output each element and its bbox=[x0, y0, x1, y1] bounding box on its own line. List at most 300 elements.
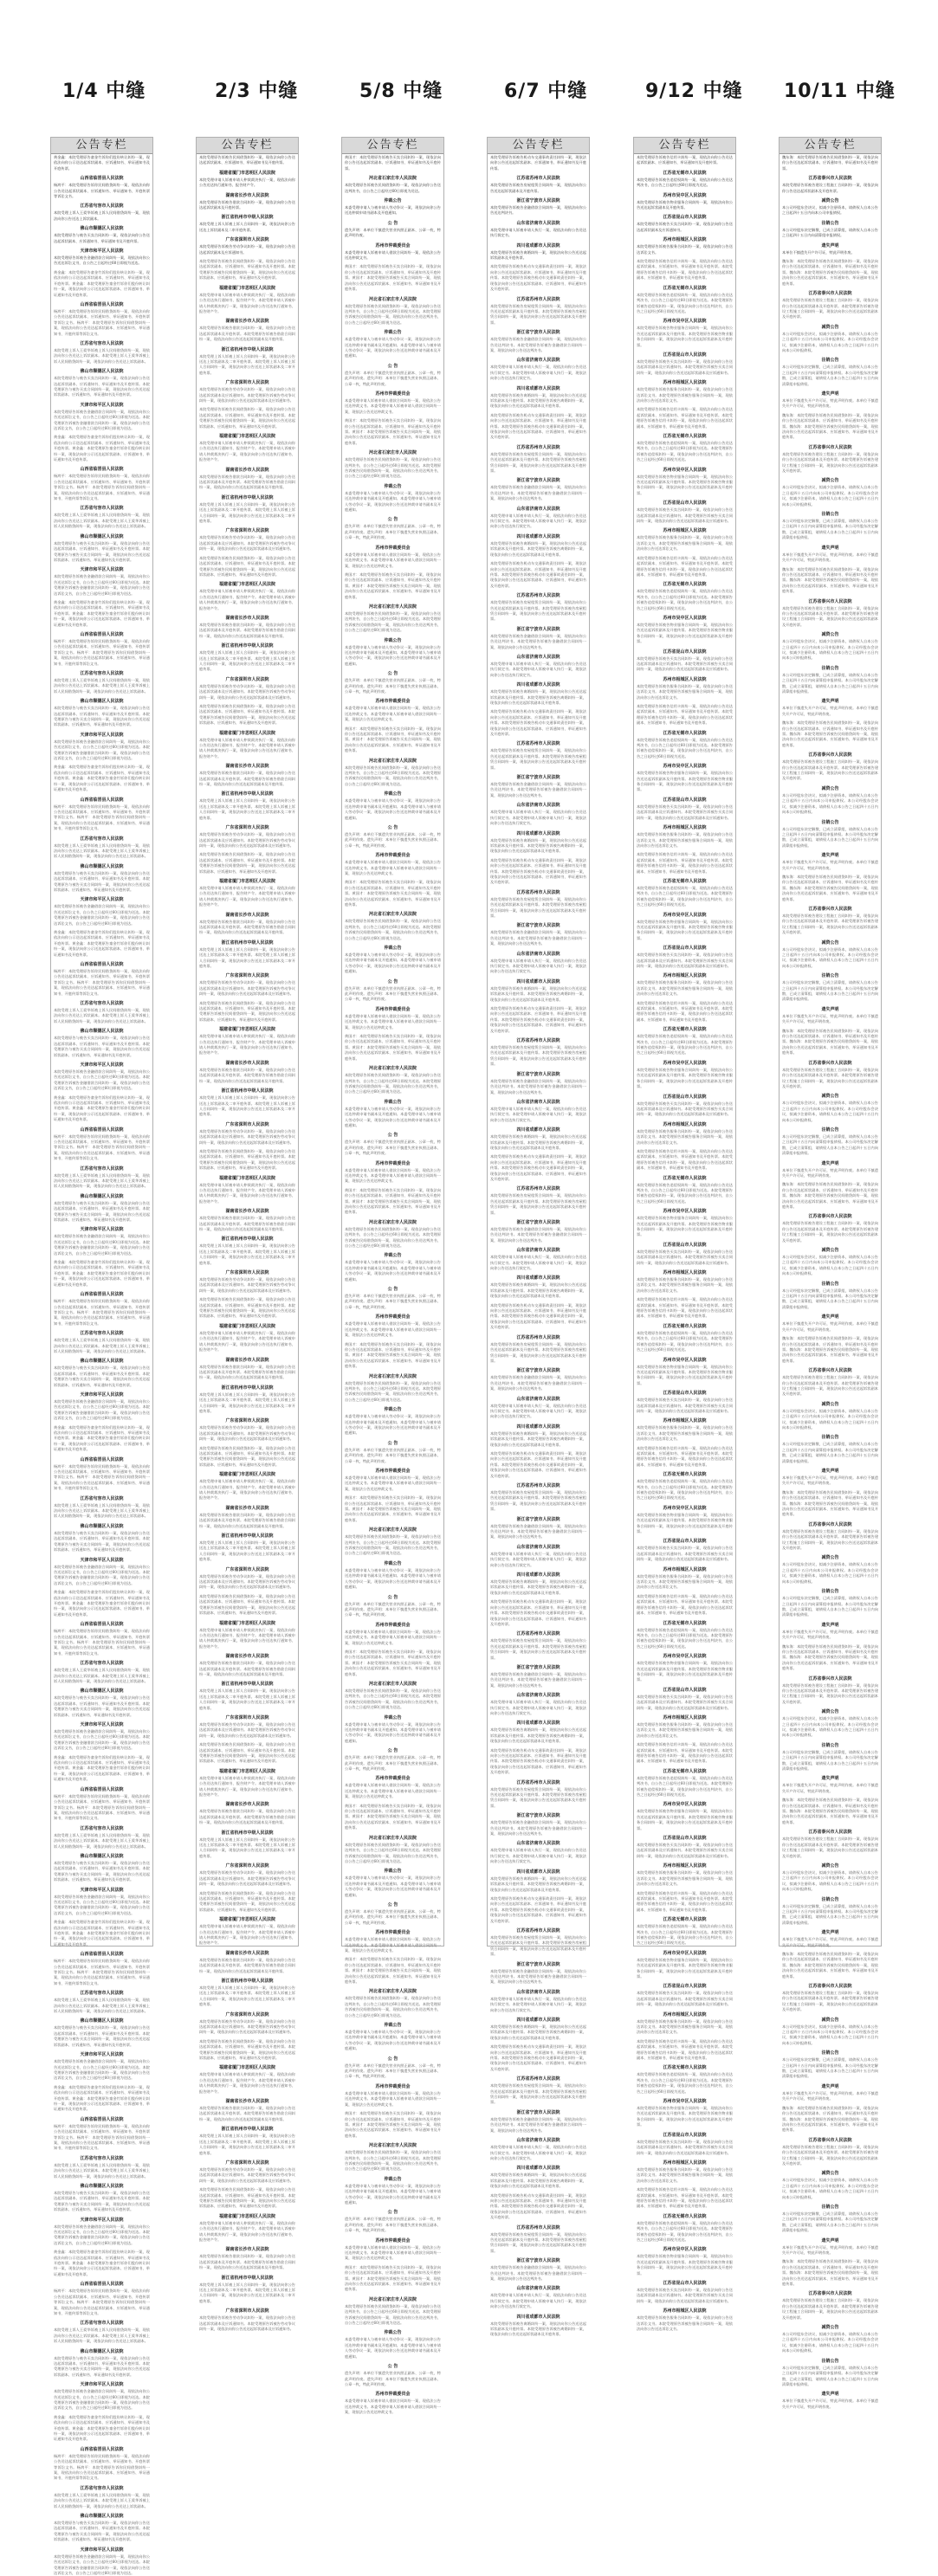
notice-item-repeat bbox=[637, 1323, 733, 1353]
notice-text: 杨鸿平：本院受理原告诉你民间借贷纠纷一案，现依法向你公告送达起诉状副本、应诉通知书、举证通知书、开庭传票等诉讼文书。杨鸿平：本院受理原告诉你民间借贷纠纷一案，现依法向你公告送达起诉状副本、应诉通知书、举证通知书、开庭传票等诉讼文书。 bbox=[54, 2453, 150, 2481]
notice-title: 福建省厦门市思明区人民法院 bbox=[218, 1917, 275, 1923]
notice-text: 本单位不慎遗失开户许可证，特此声明作废。 bbox=[782, 249, 855, 255]
notice-title: 江苏省昆山市人民法院 bbox=[663, 1242, 707, 1248]
notice-item-repeat bbox=[637, 2160, 733, 2184]
notice-item-repeat bbox=[782, 2204, 878, 2234]
notice-title: 浙江省宁波市人民法院 bbox=[516, 626, 560, 632]
notice-item-repeat bbox=[199, 1149, 295, 1172]
notice-title: 苏州市吴中区人民法院 bbox=[663, 1802, 707, 1808]
notice-title: 遗失声明 bbox=[821, 1622, 839, 1628]
gutter-label-row bbox=[0, 76, 938, 111]
notice-item-repeat bbox=[199, 556, 295, 578]
notice-text: 魏东海：本院受理原告诉被告民间借贷纠纷一案，现依法向你公告送达起诉状副本、应诉通知书、举证通知书及开庭传票。魏东海：本院受理原告诉被告民间借贷纠纷一案，现依法向你公告送达起诉状副本、应诉通知书、举证通知书及开庭传票。 bbox=[782, 412, 878, 440]
notice-text: 杨鸿平：本院受理原告诉你民间借贷纠纷一案，现依法向你公告送达起诉状副本、应诉通知书、举证通知书、开庭传票等诉讼文书。杨鸿平：本院受理原告诉你民间借贷纠纷一案，现依法向你公告送达起诉状副本、应诉通知书、举证通知书、开庭传票等诉讼文书。 bbox=[54, 1629, 150, 1656]
notice-strip-3 bbox=[341, 137, 444, 2415]
notice-title: 山西省临晋县人民法院 bbox=[80, 1127, 124, 1133]
notice-text: 本院受理原告诉被告劳动争议纠纷一案，现依法向你公告送达起诉状副本及应诉通知书。本院受理原告诉被告劳动争议纠纷一案，现依法向你公告送达起诉状副本及应诉通知书。 bbox=[199, 2166, 295, 2183]
notice-title: 浙江省杭州市中级人民法院 bbox=[221, 494, 274, 500]
notice-item-repeat bbox=[637, 1175, 733, 1205]
notice-title: 浙江省宁波市人民法院 bbox=[516, 330, 560, 336]
notice-text: 魏东海：本院受理原告诉被告民间借贷纠纷一案，现依法向你公告送达起诉状副本、应诉通知书、举证通知书及开庭传票。 bbox=[782, 155, 878, 171]
notice-title: 广东省深圳市人民法院 bbox=[225, 973, 269, 979]
notice-text: 黄金鑫：本院受理原告童金竹诉你们股份转让纠纷一案，现依法向你公示送达起诉状副本、应诉通知书、举证通知书及开庭传票。黄金鑫：本院受理原告童金竹诉你们股份转让纠纷一案，现依法向你公示送达起诉状副本、应诉通知书、举证通知书及开庭传票。 bbox=[54, 930, 150, 957]
notice-item bbox=[345, 197, 441, 216]
notice-item-repeat bbox=[199, 2039, 295, 2062]
notice-item bbox=[637, 192, 733, 211]
notice-item-repeat bbox=[637, 763, 733, 793]
notice-title: 苏州市相城区人民法院 bbox=[663, 1270, 707, 1276]
strip-body bbox=[782, 155, 878, 2409]
notice-item-repeat bbox=[345, 483, 441, 513]
notice-text: 本委受理申请人与被申请人劳动争议一案，现依法向你公告送达仲裁申请书副本及开庭通知。本委受理申请人与被申请人劳动争议一案，现依法向你公告送达仲裁申请书副本及开庭通知。 bbox=[345, 798, 441, 820]
notice-item-repeat bbox=[637, 1060, 733, 1090]
notice-text: 本院受理原告诉被告劳动争议纠纷一案，现依法向你公告送达起诉状副本及应诉通知书。本院受理原告诉被告劳动争议纠纷一案，现依法向你公告送达起诉状副本及应诉通知书。 bbox=[199, 980, 295, 997]
notice-item-repeat bbox=[490, 1840, 586, 1864]
notice-title: 湖南省长沙市人民法院 bbox=[225, 1505, 269, 1511]
notice-text: 本院受理原告诉被告物业服务合同纠纷一案，现依法向你公告送达起诉状副本及开庭传票。本院受理原告诉被告物业服务合同纠纷一案，现依法向你公告送达起诉状副本及开庭传票。 bbox=[637, 1661, 733, 1682]
notice-title: 江苏省昆山市人民法院 bbox=[663, 649, 707, 655]
notice-text: 本院受理原告诉被告劳动争议纠纷一案，现依法向你公告送达起诉状副本及应诉通知书。 bbox=[199, 244, 295, 255]
notice-text: 本公司经股东决定解散，已成立清算组，请债权人自本公告之日起四十五日内向清算组申报债权。本公司经股东决定解散，已成立清算组，请债权人自本公告之日起四十五日内向清算组申报债权。 bbox=[782, 1442, 878, 1463]
notice-title: 苏州市吴中区人民法院 bbox=[663, 1357, 707, 1363]
notice-text: 本院受理原告诉被告房屋租赁合同纠纷一案，现依法向你公告送达起诉状副本及开庭传票。本院受理原告诉被告房屋租赁合同纠纷一案，现依法向你公告送达起诉状副本及开庭传票。 bbox=[490, 2083, 586, 2105]
notice-text: 遗失声明：本单位不慎遗失营业执照正副本、公章一枚，特此声明作废。遗失声明：本单位不慎遗失营业执照正副本、公章一枚，特此声明作废。 bbox=[345, 1447, 441, 1463]
notice-text: 本院受理原告诉被告机动车交通事故责任纠纷一案，现依法向你公告送达起诉状副本、应诉通知书、举证通知书及开庭传票。本院受理原告诉被告机动车交通事故责任纠纷一案，现依法向你公告送达起诉状副本、应诉通知书、举证通知书及开庭传票。 bbox=[490, 1302, 586, 1330]
notice-item bbox=[637, 236, 733, 255]
notice-text: 本院受理原告诉被告劳动争议纠纷一案，现依法向你公告送达起诉状副本及应诉通知书。本院受理原告诉被告劳动争议纠纷一案，现依法向你公告送达起诉状副本及应诉通知书。 bbox=[199, 1721, 295, 1738]
notice-text: 本院受理申请人诉被申请人执行一案，现依法向你公告送达执行裁定书。本院受理申请人诉被申请人执行一案，现依法向你公告送达执行裁定书。 bbox=[490, 2293, 586, 2309]
notice-item-repeat bbox=[490, 1812, 586, 1837]
notice-text: 魏东海：本院受理原告诉被告民间借贷纠纷一案，现依法向你公告送达起诉状副本、应诉通知书、举证通知书及开庭传票。魏东海：本院受理原告诉被告民间借贷纠纷一案，现依法向你公告送达起诉状副本、应诉通知书、举证通知书及开庭传票。 bbox=[782, 1028, 878, 1056]
notice-title: 浙江省杭州市中级人民法院 bbox=[221, 2127, 274, 2133]
notice-title: 福建省厦门市思明区人民法院 bbox=[218, 730, 275, 736]
notice-text: 本院受理原告诉被告建设工程施工合同纠纷一案，现依法向你公告送达起诉状副本及开庭传票。本院受理原告诉被告建设工程施工合同纠纷一案，现依法向你公告送达起诉状副本及开庭传票。 bbox=[782, 759, 878, 781]
notice-text: 魏东海：本院受理原告诉被告民间借贷纠纷一案，现依法向你公告送达起诉状副本、应诉通知书、举证通知书及开庭传票。魏东海：本院受理原告诉被告民间借贷纠纷一案，现依法向你公告送达起诉状副本、应诉通知书、举证通知书及开庭传票。 bbox=[782, 259, 878, 286]
notice-title: 江苏省句容市人民法院 bbox=[80, 1495, 124, 1501]
notice-title: 苏州市相城区人民法院 bbox=[663, 2011, 707, 2018]
notice-text: 本院受理原告诉被告金融借款合同纠纷一案，现依法向你公告送达诉讼文书，自公告之日起经过60日即视为送达。本院受理原告诉被告金融借款合同纠纷一案，现依法向你公告送达诉讼文书，自公告之日起经过60日即视为送达。 bbox=[54, 1068, 150, 1091]
notice-item-repeat bbox=[199, 791, 295, 821]
notice-item-repeat bbox=[345, 1901, 441, 1926]
notice-text: 黄国才：本院受理原告诉被告买卖合同纠纷一案，现依法向你公告送达起诉状副本、应诉通知书、举证通知书及开庭传票。黄国才：本院受理原告诉被告买卖合同纠纷一案，现依法向你公告送达起诉状副本、应诉通知书、举证通知书及开庭传票。 bbox=[345, 1034, 441, 1061]
notice-text: 本院受理申请人诉被申请人执行一案，现依法向你公告送达执行裁定书。 bbox=[490, 227, 586, 238]
notice-title: 注销公告 bbox=[821, 358, 839, 364]
notice-item-repeat bbox=[345, 2265, 441, 2293]
notice-text: 本院受理上诉人诉被上诉人合同纠纷一案，现依法向你公告送达上诉状副本及二审开庭传票。本院受理上诉人诉被上诉人合同纠纷一案，现依法向你公告送达上诉状副本及二审开庭传票。 bbox=[199, 946, 295, 968]
notice-text: 本委受理申请人与被申请人劳动争议一案，现依法向你公告送达仲裁申请书副本及开庭通知。本委受理申请人与被申请人劳动争议一案，现依法向你公告送达仲裁申请书副本及开庭通知。 bbox=[345, 1260, 441, 1282]
notice-text: 黄国才：本院受理原告诉被告买卖合同纠纷一案，现依法向你公告送达起诉状副本、应诉通知书、举证通知书及开庭传票。黄国才：本院受理原告诉被告买卖合同纠纷一案，现依法向你公告送达起诉状副本、应诉通知书、举证通知书及开庭传票。 bbox=[345, 2111, 441, 2138]
notice-text: 黄国才：本院受理原告诉被告买卖合同纠纷一案，现依法向你公告送达起诉状副本、应诉通知书、举证通知书及开庭传票。黄国才：本院受理原告诉被告买卖合同纠纷一案，现依法向你公告送达起诉状副本、应诉通知书、举证通知书及开庭传票。 bbox=[345, 880, 441, 907]
notice-item-repeat bbox=[782, 2137, 878, 2167]
notice-item-repeat bbox=[782, 2358, 878, 2388]
notice-text: 黄金鑫：本院受理原告童金竹诉你们股份转让纠纷一案，现依法向你公示送达起诉状副本、应诉通知书、举证通知书及开庭传票。黄金鑫：本院受理原告童金竹诉你们股份转让纠纷一案，现依法向你公示送达起诉状副本、应诉通知书、举证通知书及开庭传票。 bbox=[54, 765, 150, 792]
notice-item-repeat bbox=[54, 1853, 150, 1883]
notice-text: 黄国才：本院受理原告诉被告买卖合同纠纷一案，现依法向你公告送达起诉状副本、应诉通知书、举证通知书及开庭传票。黄国才：本院受理原告诉被告买卖合同纠纷一案，现依法向你公告送达起诉状副本、应诉通知书、举证通知书及开庭传票。 bbox=[345, 571, 441, 599]
notice-text: 本院受理原告诉被告金融借款合同纠纷一案，现依法向你公告送达判决书。本院受理原告诉被告金融借款合同纠纷一案，现依法向你公告送达判决书。 bbox=[490, 1820, 586, 1837]
notice-text: 黄国才：本院受理原告诉被告买卖合同纠纷一案，现依法向你公告送达起诉状副本、应诉通知书、举证通知书及开庭传票。黄国才：本院受理原告诉被告买卖合同纠纷一案，现依法向你公告送达起诉状副本、应诉通知书、举证通知书及开庭传票。 bbox=[345, 726, 441, 753]
notice-title: 江苏省苏州市人民法院 bbox=[516, 176, 560, 182]
notice-title: 浙江省杭州市中级人民法院 bbox=[221, 1385, 274, 1391]
notice-title: 福建省厦门市思明区人民法院 bbox=[218, 285, 275, 291]
notice-text: 本院受理申请人诉被申请人执行一案，现依法向你公告送达执行裁定书。本院受理申请人诉被申请人执行一案，现依法向你公告送达执行裁定书。 bbox=[490, 1700, 586, 1715]
notice-title: 湖南省长沙市人民法院 bbox=[225, 2099, 269, 2105]
notice-text: 本院受理原告诉被告机动车交通事故责任纠纷一案，现依法向你公告送达起诉状副本、应诉通知书、举证通知书及开庭传票。本院受理原告诉被告机动车交通事故责任纠纷一案，现依法向你公告送达起诉状副本、应诉通知书、举证通知书及开庭传票。 bbox=[490, 1747, 586, 1775]
notice-text: 本院受理原告与被告买卖合同纠纷一案，现依法向你公告送达起诉状副本、应诉通知书、举证通知书及开庭传票。本院受理原告与被告买卖合同纠纷一案，现依法向你公告送达起诉状副本、应诉通知书、举证通知书及开庭传票。 bbox=[54, 1200, 150, 1223]
strip-header: 公告专栏 bbox=[780, 138, 881, 154]
notice-item-repeat bbox=[490, 2137, 586, 2161]
notice-text: 黄金鑫：本院受理原告童金竹诉你们股份转让纠纷一案，现依法向你公示送达起诉状副本、应诉通知书、举证通知书及开庭传票。黄金鑫：本院受理原告童金竹诉你们股份转让纠纷一案，现依法向你公示送达起诉状副本、应诉通知书、举证通知书及开庭传票。 bbox=[54, 1424, 150, 1452]
notice-text: 本院受理原告与被告买卖合同纠纷一案，现依法向你公告送达起诉状副本、应诉通知书、举证通知书及开庭传票。本院受理原告与被告买卖合同纠纷一案，现依法向你公告送达起诉状副本、应诉通知书、举证通知书及开庭传票。 bbox=[54, 1695, 150, 1717]
notice-title: 江苏省苏州市人民法院 bbox=[516, 741, 560, 747]
notice-text: 本院受理原告诉被告物业服务合同纠纷一案，现依法向你公告送达起诉状副本及开庭传票。本院受理原告诉被告物业服务合同纠纷一案，现依法向你公告送达起诉状副本及开庭传票。 bbox=[637, 474, 733, 495]
notice-item-repeat bbox=[782, 511, 878, 541]
notice-text: 本院受理原告诉被告民间借贷纠纷一案，现依法向你公告送达起诉状副本、应诉通知书、举证通知书及开庭传票。 bbox=[199, 155, 295, 165]
notice-item-repeat bbox=[54, 1688, 150, 1718]
notice-text: 黄国才：本院受理原告诉被告买卖合同纠纷一案，现依法向你公告送达起诉状副本、应诉通知书、举证通知书及开庭传票。 bbox=[345, 155, 441, 171]
notice-title: 江苏省苏州市人民法院 bbox=[516, 1186, 560, 1192]
notice-title: 天津市和平区人民法院 bbox=[80, 2217, 124, 2223]
notice-item-repeat bbox=[637, 1983, 733, 2007]
notice-item-repeat bbox=[54, 466, 150, 501]
notice-text: 本公司经股东会决议，拟减少注册资本，请债权人自本公告之日起四十五日内向本公司申报债权。 bbox=[782, 205, 878, 216]
notice-title: 公 告 bbox=[387, 1594, 398, 1600]
notice-item-repeat bbox=[490, 329, 586, 353]
notice-text: 本院受理原告诉被告机动车交通事故责任纠纷一案，现依法向你公告送达起诉状副本、应诉通知书、举证通知书及开庭传票。 bbox=[490, 155, 586, 171]
notice-title: 江苏省昆山市人民法院 bbox=[663, 1984, 707, 1990]
notice-title: 河北省石家庄市人民法院 bbox=[368, 758, 417, 764]
strip-header: 公告专栏 bbox=[197, 138, 298, 154]
notice-item-repeat bbox=[637, 581, 733, 611]
notice-title: 浙江省宁波市人民法院 bbox=[516, 1220, 560, 1225]
notice-text: 本院受理申请人诉被申请人仲裁裁决执行一案，现依法向你公告送达执行通知书、报告财产令。本院受理申请人诉被申请人仲裁裁决执行一案，现依法向你公告送达执行通知书、报告财产令。 bbox=[199, 885, 295, 907]
notice-title: 浙江省宁波市人民法院 bbox=[516, 2109, 560, 2115]
notice-item-repeat bbox=[199, 1505, 295, 1529]
notice-title: 四川省成都市人民法院 bbox=[516, 1572, 560, 1579]
notice-item bbox=[54, 155, 150, 171]
notice-item-repeat bbox=[199, 878, 295, 908]
notice-text: 本院受理原告诉被告信用卡纠纷一案，现依法向你公告送达起诉状副本、应诉通知书、举证通知书及开庭传票。本院受理原告诉被告信用卡纠纷一案，现依法向你公告送达起诉状副本、应诉通知书、举证通知书及开庭传票。 bbox=[637, 1593, 733, 1616]
notice-item-repeat bbox=[199, 1533, 295, 1563]
notice-item bbox=[490, 175, 586, 194]
notice-item-repeat bbox=[199, 912, 295, 936]
notice-text: 本院受理原告诉被告民间借贷纠纷一案，现依法向你公告送达起诉状副本、应诉通知书、举证通知书及开庭传票。本院受理原告诉被告民间借贷纠纷一案，现依法向你公告送达起诉状副本、应诉通知书、举证通知书及开庭传票。 bbox=[199, 1148, 295, 1171]
notice-title: 山西省临晋县人民法院 bbox=[80, 2446, 124, 2452]
notice-text: 本院受理上诉人王爱华诉被上诉人民间借贷纠纷一案，现依法向你公告送达上诉状副本。本院受理上诉人王爱华诉被上诉人民间借贷纠纷一案，现依法向你公告送达上诉状副本。 bbox=[54, 1668, 150, 1683]
notice-text: 本院受理原告诉被告劳动争议纠纷一案，现依法向你公告送达起诉状副本及应诉通知书。本院受理原告诉被告劳动争议纠纷一案，现依法向你公告送达起诉状副本及应诉通知书。 bbox=[199, 1128, 295, 1145]
notice-item-repeat bbox=[199, 285, 295, 315]
notice-text: 本院受理原告诉被告追偿权纠纷一案，现依法向你公告送达判决书，自公告之日起经过60日即视为送达。本院受理原告诉被告追偿权纠纷一案，现依法向你公告送达判决书，自公告之日起经过60日即视为送达。 bbox=[637, 1182, 733, 1204]
notice-item-repeat bbox=[637, 433, 733, 463]
notice-item-repeat bbox=[782, 1952, 878, 1979]
notice-text: 本院受理申请人诉被申请人仲裁裁决执行一案，现依法向你公告送达执行通知书、报告财产令。本院受理申请人诉被申请人仲裁裁决执行一案，现依法向你公告送达执行通知书、报告财产令。 bbox=[199, 2072, 295, 2094]
notice-text: 魏东海：本院受理原告诉被告民间借贷纠纷一案，现依法向你公告送达起诉状副本、应诉通知书、举证通知书及开庭传票。魏东海：本院受理原告诉被告民间借贷纠纷一案，现依法向你公告送达起诉状副本、应诉通知书、举证通知书及开庭传票。 bbox=[782, 1643, 878, 1671]
notice-item-repeat bbox=[782, 1367, 878, 1398]
notice-title: 山东省济南市人民法院 bbox=[516, 220, 560, 226]
notice-text: 本院受理原告诉被告金融借款合同纠纷一案，现依法向你公告送达判决书。本院受理原告诉被告金融借款合同纠纷一案，现依法向你公告送达判决书。 bbox=[490, 1671, 586, 1688]
notice-item-repeat bbox=[490, 1367, 586, 1391]
notice-item-repeat bbox=[54, 732, 150, 762]
notice-item-repeat bbox=[637, 379, 733, 404]
notice-title: 天津市和平区人民法院 bbox=[80, 567, 124, 573]
notice-item-repeat bbox=[345, 852, 441, 876]
notice-item-repeat bbox=[199, 346, 295, 377]
notice-title: 佛山市顺德区人民法院 bbox=[80, 1029, 124, 1035]
notice-title: 仲裁公告 bbox=[384, 483, 402, 489]
notice-text: 本院受理申请人诉被申请人执行一案，现依法向你公告送达执行裁定书。本院受理申请人诉被申请人执行一案，现依法向你公告送达执行裁定书。 bbox=[490, 958, 586, 974]
notice-text: 本院受理原告诉被告物业服务合同纠纷一案，现依法向你公告送达起诉状副本及开庭传票。本院受理原告诉被告物业服务合同纠纷一案，现依法向你公告送达起诉状副本及开庭传票。 bbox=[637, 2254, 733, 2276]
notice-title: 山东省济南市人民法院 bbox=[516, 1693, 560, 1699]
notice-title: 减资公告 bbox=[821, 939, 839, 946]
notice-text: 本院受理原告诉被告离婚纠纷一案，现依法向你公告送达起诉状副本及开庭传票。本院受理原告诉被告离婚纠纷一案，现依法向你公告送达起诉状副本及开庭传票。 bbox=[490, 837, 586, 854]
notice-text: 本院受理原告诉被告民间借贷纠纷一案，现依法向你公告送达起诉状副本、应诉通知书、举证通知书及开庭传票。本院受理原告诉被告民间借贷纠纷一案，现依法向你公告送达起诉状副本、应诉通知书、举证通知书及开庭传票。 bbox=[199, 1000, 295, 1022]
notice-title: 减资公告 bbox=[821, 1709, 839, 1715]
notice-text: 本院受理申请人诉被申请人仲裁裁决执行一案，现依法向你公告送达执行通知书、报告财产令。本院受理申请人诉被申请人仲裁裁决执行一案，现依法向你公告送达执行通知书、报告财产令。 bbox=[199, 292, 295, 313]
notice-item-repeat bbox=[199, 2064, 295, 2095]
notice-text: 本院受理申请人诉被申请人执行一案，现依法向你公告送达执行裁定书。本院受理申请人诉被申请人执行一案，现依法向你公告送达执行裁定书。 bbox=[490, 365, 586, 381]
notice-item-repeat bbox=[345, 391, 441, 415]
notice-text: 本院受理上诉人诉被上诉人合同纠纷一案，现依法向你公告送达上诉状副本及二审开庭传票。本院受理上诉人诉被上诉人合同纠纷一案，现依法向你公告送达上诉状副本及二审开庭传票。 bbox=[199, 1837, 295, 1858]
notice-text: 本院受理上诉人王爱华诉被上诉人民间借贷纠纷一案，现依法向你公告送达上诉状副本。本院受理上诉人王爱华诉被上诉人民间借贷纠纷一案，现依法向你公告送达上诉状副本。 bbox=[54, 513, 150, 529]
notice-item-repeat bbox=[637, 352, 733, 376]
notice-title: 苏州市吴中区人民法院 bbox=[663, 192, 707, 198]
notice-title: 江苏省昆山市人民法院 bbox=[663, 1539, 707, 1545]
notice-item bbox=[637, 170, 733, 189]
notice-item-repeat bbox=[199, 763, 295, 787]
notice-text: 本院受理原告与被告买卖合同纠纷一案，现依法向你公告送达起诉状副本、应诉通知书、举证通知书及开庭传票。本院受理原告与被告买卖合同纠纷一案，现依法向你公告送达起诉状副本、应诉通知书、举证通知书及开庭传票。 bbox=[54, 2025, 150, 2047]
notice-text: 本委受理申请人诉被申请人借款合同纠纷一案，现依法公告送达仲裁文书。本委受理申请人诉被申请人借款合同纠纷一案，现依法公告送达仲裁文书。 bbox=[345, 2398, 441, 2415]
notice-text: 本单位不慎遗失开户许可证，特此声明作废。本单位不慎遗失开户许可证，特此声明作废。 bbox=[782, 1937, 878, 1947]
notice-item-repeat bbox=[199, 1269, 295, 1294]
notice-item-repeat bbox=[782, 2017, 878, 2047]
notice-title: 减资公告 bbox=[821, 1555, 839, 1561]
notice-title: 江苏省无锡市人民法院 bbox=[663, 170, 707, 176]
notice-item-repeat bbox=[637, 1269, 733, 1294]
notice-item-repeat bbox=[199, 379, 295, 404]
notice-title: 河北省石家庄市人民法院 bbox=[368, 1527, 417, 1533]
notice-item-repeat bbox=[199, 1950, 295, 1974]
notice-item-repeat bbox=[637, 259, 733, 281]
notice-item-repeat bbox=[345, 1560, 441, 1591]
notice-title: 遗失声明 bbox=[821, 391, 839, 397]
notice-text: 本院受理申请人诉被申请人仲裁裁决执行一案，现依法向你公告送达执行通知书、报告财产令。 bbox=[199, 177, 295, 188]
notice-title: 湖南省长沙市人民法院 bbox=[225, 1802, 269, 1808]
gutter-label-5-8: 5/8 中缝 bbox=[359, 81, 443, 102]
notice-item-repeat bbox=[490, 1037, 586, 1068]
notice-title: 江苏省无锡市人民法院 bbox=[663, 2213, 707, 2219]
notice-title: 仲裁公告 bbox=[384, 1253, 402, 1259]
notice-title: 注销公告 bbox=[821, 220, 839, 226]
notice-text: 本院受理原告诉被告机动车交通事故责任纠纷一案，现依法向你公告送达起诉状副本、应诉通知书、举证通知书及开庭传票。本院受理原告诉被告机动车交通事故责任纠纷一案，现依法向你公告送达起诉状副本、应诉通知书、举证通知书及开庭传票。 bbox=[490, 1154, 586, 1181]
notice-item-repeat bbox=[637, 1801, 733, 1831]
notice-item-repeat bbox=[490, 357, 586, 381]
notice-title: 江苏省昆山市人民法院 bbox=[663, 500, 707, 507]
notice-item-repeat bbox=[490, 592, 586, 623]
notice-text: 本院受理原告诉被告建设工程施工合同纠纷一案，现依法向你公告送达起诉状副本及开庭传票。本院受理原告诉被告建设工程施工合同纠纷一案，现依法向你公告送达起诉状副本及开庭传票。 bbox=[782, 605, 878, 627]
notice-text: 本院受理原告诉被告金融借款合同纠纷一案，现依法向你公告送达判决书。本院受理原告诉被告金融借款合同纠纷一案，现依法向你公告送达判决书。 bbox=[490, 485, 586, 501]
notice-item-repeat bbox=[345, 2111, 441, 2139]
notice-title: 广东省深圳市人民法院 bbox=[225, 676, 269, 682]
notice-text: 本公司经股东决定解散，已成立清算组，请债权人自本公告之日起四十五日内向清算组申报债权。本公司经股东决定解散，已成立清算组，请债权人自本公告之日起四十五日内向清算组申报债权。 bbox=[782, 980, 878, 1002]
strip-body bbox=[199, 155, 295, 2332]
notice-text: 本院受理上诉人王爱华诉被上诉人民间借贷纠纷一案，现依法向你公告送达上诉状副本。本院受理上诉人王爱华诉被上诉人民间借贷纠纷一案，现依法向你公告送达上诉状副本。 bbox=[54, 347, 150, 364]
notice-title: 苏州市吴中区人民法院 bbox=[663, 2247, 707, 2253]
notice-item-repeat bbox=[345, 1132, 441, 1156]
notice-title: 佛山市顺德区人民法院 bbox=[80, 1688, 124, 1695]
notice-item-repeat bbox=[637, 2098, 733, 2128]
notice-item-repeat bbox=[637, 1566, 733, 1591]
notice-text: 本院受理原告诉被告机动车交通事故责任纠纷一案，现依法向你公告送达起诉状副本、应诉通知书、举证通知书及开庭传票。本院受理原告诉被告机动车交通事故责任纠纷一案，现依法向你公告送达起诉状副本、应诉通知书、举证通知书及开庭传票。 bbox=[490, 1006, 586, 1033]
notice-item-repeat bbox=[199, 1891, 295, 1914]
notice-item-repeat bbox=[345, 1650, 441, 1677]
notice-item-repeat bbox=[199, 1681, 295, 1711]
notice-text: 本院受理申请人诉被申请人执行一案，现依法向你公告送达执行裁定书。本院受理申请人诉被申请人执行一案，现依法向你公告送达执行裁定书。 bbox=[490, 2145, 586, 2160]
notice-title: 湖南省长沙市人民法院 bbox=[225, 1654, 269, 1660]
notice-title: 山西省临晋县人民法院 bbox=[80, 1952, 124, 1958]
notice-title: 浙江省杭州市中级人民法院 bbox=[221, 1088, 274, 1094]
notice-item-repeat bbox=[782, 1160, 878, 1179]
notice-text: 魏东海：本院受理原告诉被告民间借贷纠纷一案，现依法向你公告送达起诉状副本、应诉通知书、举证通知书及开庭传票。魏东海：本院受理原告诉被告民间借贷纠纷一案，现依法向你公告送达起诉状副本、应诉通知书、举证通知书及开庭传票。 bbox=[782, 874, 878, 901]
notice-item-repeat bbox=[490, 1303, 586, 1331]
notice-text: 遗失声明：本单位不慎遗失营业执照正副本、公章一枚，特此声明作废。遗失声明：本单位不慎遗失营业执照正副本、公章一枚，特此声明作废。 bbox=[345, 831, 441, 848]
notice-strip-6 bbox=[779, 137, 882, 2409]
notice-item-repeat bbox=[782, 1401, 878, 1431]
notice-title: 江苏省苏州市人民法院 bbox=[516, 1779, 560, 1785]
notice-text: 本院受理申请人诉被申请人仲裁裁决执行一案，现依法向你公告送达执行通知书、报告财产令。本院受理申请人诉被申请人仲裁裁决执行一案，现依法向你公告送达执行通知书、报告财产令。 bbox=[199, 1479, 295, 1501]
notice-title: 苏州市吴中区人民法院 bbox=[663, 1654, 707, 1660]
notice-item-repeat bbox=[490, 2076, 586, 2106]
notice-item-repeat bbox=[199, 1620, 295, 1650]
notice-item-repeat bbox=[782, 1798, 878, 1825]
notice-title: 公 告 bbox=[387, 517, 398, 523]
notice-title: 公 告 bbox=[387, 1133, 398, 1139]
notice-item-repeat bbox=[54, 505, 150, 529]
notice-item-repeat bbox=[782, 2290, 878, 2321]
notice-item-repeat bbox=[199, 527, 295, 552]
notice-item-repeat bbox=[345, 329, 441, 359]
notice-item-repeat bbox=[490, 1664, 586, 1688]
notice-item-repeat bbox=[490, 922, 586, 946]
notice-item-repeat bbox=[345, 604, 441, 634]
notice-title: 苏州市仲裁委员会 bbox=[375, 242, 411, 249]
notice-text: 本单位不慎遗失开户许可证，特此声明作废。本单位不慎遗失开户许可证，特此声明作废。 bbox=[782, 1013, 878, 1024]
notice-title: 注销公告 bbox=[821, 1435, 839, 1441]
notice-item-repeat bbox=[54, 797, 150, 832]
notice-text: 本公司经股东会决议，拟减少注册资本，请债权人自本公告之日起四十五日内向本公司申报债权。本公司经股东会决议，拟减少注册资本，请债权人自本公告之日起四十五日内向本公司申报债权。 bbox=[782, 1869, 878, 1892]
notice-text: 本院受理原告诉被告房屋租赁合同纠纷一案，现依法向你公告送达起诉状副本及开庭传票。本院受理原告诉被告房屋租赁合同纠纷一案，现依法向你公告送达起诉状副本及开庭传票。 bbox=[490, 1045, 586, 1067]
notice-item-repeat bbox=[637, 1742, 733, 1765]
notice-item-repeat bbox=[782, 2083, 878, 2102]
notice-item-repeat bbox=[54, 2513, 150, 2543]
notice-item-repeat bbox=[490, 830, 586, 855]
notice-text: 本院受理原告诉被告房屋租赁合同纠纷一案，现依法向你公告送达起诉状副本及开庭传票。本院受理原告诉被告房屋租赁合同纠纷一案，现依法向你公告送达起诉状副本及开庭传票。 bbox=[490, 303, 586, 325]
notice-text: 遗失声明：本单位不慎遗失营业执照正副本、公章一枚，特此声明作废。遗失声明：本单位不慎遗失营业执照正副本、公章一枚，特此声明作废。 bbox=[345, 985, 441, 1002]
notice-title: 山东省济南市人民法院 bbox=[516, 1989, 560, 1995]
notice-item-repeat bbox=[782, 391, 878, 410]
notice-item-repeat bbox=[345, 2391, 441, 2415]
notice-item-repeat bbox=[637, 1916, 733, 1947]
notice-item-repeat bbox=[54, 2381, 150, 2411]
gutter-label-6-7: 6/7 中缝 bbox=[504, 81, 588, 102]
notice-item-repeat bbox=[637, 1357, 733, 1387]
notice-text: 本院受理原告诉被告劳动争议纠纷一案，现依法向你公告送达起诉状副本及应诉通知书。本院受理原告诉被告劳动争议纠纷一案，现依法向你公告送达起诉状副本及应诉通知书。 bbox=[199, 1870, 295, 1887]
notice-text: 本院受理原告诉被告金融借款合同纠纷一案，现依法向你公告送达判决书。本院受理原告诉被告金融借款合同纠纷一案，现依法向你公告送达判决书。 bbox=[490, 1078, 586, 1094]
notice-title: 广东省深圳市人民法院 bbox=[225, 1270, 269, 1276]
notice-title: 苏州市吴中区人民法院 bbox=[663, 2099, 707, 2105]
notice-title: 浙江省宁波市人民法院 bbox=[516, 1368, 560, 1374]
notice-item bbox=[54, 248, 150, 267]
notice-text: 本院受理原告诉被告买卖合同纠纷一案，现依法向你公告送达起诉状副本及应诉通知书。本院受理原告诉被告买卖合同纠纷一案，现依法向你公告送达起诉状副本及应诉通知书。 bbox=[637, 1843, 733, 1858]
notice-title: 佛山市顺德区人民法院 bbox=[80, 699, 124, 705]
notice-title: 减资公告 bbox=[821, 1248, 839, 1254]
notice-item-repeat bbox=[345, 2176, 441, 2206]
notice-title: 遗失声明 bbox=[821, 699, 839, 705]
notice-strip-2 bbox=[196, 137, 299, 2332]
notice-title: 遗失声明 bbox=[821, 545, 839, 551]
notice-text: 遗失声明：本单位不慎遗失营业执照正副本、公章一枚，特此声明作废。遗失声明：本单位不慎遗失营业执照正副本、公章一枚，特此声明作废。 bbox=[345, 1140, 441, 1156]
notice-item-repeat bbox=[782, 1708, 878, 1739]
notice-title: 浙江省杭州市中级人民法院 bbox=[221, 1533, 274, 1540]
notice-item-repeat bbox=[637, 1121, 733, 1146]
notice-item-repeat bbox=[782, 1093, 878, 1123]
notice-title: 四川省成都市人民法院 bbox=[516, 1869, 560, 1875]
notice-title: 福建省厦门市思明区人民法院 bbox=[218, 2213, 275, 2219]
notice-item-repeat bbox=[637, 1687, 733, 1711]
notice-item-repeat bbox=[782, 444, 878, 475]
strip-body bbox=[637, 155, 733, 2332]
notice-text: 本院受理原告诉被告金融借款合同纠纷一案，现依法向你公告送达判决书。本院受理原告诉被告金融借款合同纠纷一案，现依法向你公告送达判决书。 bbox=[490, 1968, 586, 1985]
notice-item-repeat bbox=[637, 1026, 733, 1056]
notice-title: 山东省济南市人民法院 bbox=[516, 1841, 560, 1847]
notice-title: 江苏省泰兴市人民法院 bbox=[808, 1521, 852, 1527]
notice-text: 本院受理原告诉被告追偿权纠纷一案，现依法向你公告送达判决书，自公告之日起经过60日即视为送达。本院受理原告诉被告追偿权纠纷一案，现依法向你公告送达判决书，自公告之日起经过60日即视为送达。 bbox=[637, 292, 733, 313]
notice-item-repeat bbox=[490, 774, 586, 798]
notice-item-repeat bbox=[345, 1342, 441, 1370]
notice-text: 本院受理上诉人王爱华诉被上诉人民间借贷纠纷一案，现依法向你公告送达上诉状副本。本院受理上诉人王爱华诉被上诉人民间借贷纠纷一案，现依法向你公告送达上诉状副本。 bbox=[54, 843, 150, 859]
notice-title: 广东省深圳市人民法院 bbox=[225, 2308, 269, 2315]
notice-title: 江苏省无锡市人民法院 bbox=[663, 1027, 707, 1033]
notice-title: 河北省石家庄市人民法院 bbox=[368, 450, 417, 456]
notice-title: 四川省成都市人民法院 bbox=[516, 978, 560, 985]
notice-title: 福建省厦门市思明区人民法院 bbox=[218, 1472, 275, 1478]
notice-item-repeat bbox=[54, 2217, 150, 2247]
notice-title: 江苏省泰兴市人民法院 bbox=[808, 906, 852, 912]
notice-item-repeat bbox=[782, 785, 878, 816]
notice-item-repeat bbox=[345, 1219, 441, 1249]
notice-title: 苏州市相城区人民法院 bbox=[663, 825, 707, 831]
notice-text: 本委受理申请人诉被申请人借款合同纠纷一案，现依法公告送达仲裁文书。本委受理申请人诉被申请人借款合同纠纷一案，现依法公告送达仲裁文书。 bbox=[345, 552, 441, 568]
notice-item-repeat bbox=[782, 2106, 878, 2134]
notice-title: 苏州市仲裁委员会 bbox=[375, 1314, 411, 1320]
notice-text: 遗失声明：本单位不慎遗失营业执照正副本、公章一枚，特此声明作废。 bbox=[345, 227, 441, 238]
notice-title: 江苏省泰兴市人民法院 bbox=[808, 291, 852, 297]
notice-text: 本院受理原告诉被告金融借款合同纠纷一案，现依法向你公告送达诉讼文书，自公告之日起经过60日即视为送达。本院受理原告诉被告金融借款合同纠纷一案，现依法向你公告送达诉讼文书，自公告之日起经过60日即视为送达。 bbox=[54, 1398, 150, 1421]
notice-text: 黄金鑫：本院受理原告童金竹诉你们股份转让纠纷一案，现依法向你公示送达起诉状副本、应诉通知书、举证通知书及开庭传票。黄金鑫：本院受理原告童金竹诉你们股份转让纠纷一案，现依法向你公示送达起诉状副本、应诉通知书、举证通知书及开庭传票。 bbox=[54, 2250, 150, 2276]
notice-text: 本院受理原告诉被告追偿权纠纷一案，现依法向你公告送达判决书，自公告之日起经过60日即视为送达。本院受理原告诉被告追偿权纠纷一案，现依法向你公告送达判决书，自公告之日起经过60日即视为送达。 bbox=[637, 1627, 733, 1649]
notice-text: 本院受理原告诉被告金融借款合同纠纷一案，现依法向你公告送达判决书。本院受理原告诉被告金融借款合同纠纷一案，现依法向你公告送达判决书。 bbox=[490, 2116, 586, 2133]
notice-item-repeat bbox=[782, 413, 878, 441]
notice-title: 苏州市吴中区人民法院 bbox=[663, 1950, 707, 1956]
notice-text: 本公司经股东决定解散，已成立清算组，请债权人自本公告之日起四十五日内向清算组申报债权。本公司经股东决定解散，已成立清算组，请债权人自本公告之日起四十五日内向清算组申报债权。 bbox=[782, 519, 878, 540]
notice-text: 本院受理原告诉被告金融借款合同纠纷一案，现依法向你公告送达诉讼文书，自公告之日起经过60日即视为送达。本院受理原告诉被告金融借款合同纠纷一案，现依法向你公告送达诉讼文书，自公告之日起经过60日即视为送达。 bbox=[54, 1564, 150, 1585]
notice-text: 杨鸿平：本院受理原告诉你民间借贷纠纷一案，现依法向你公告送达起诉状副本、应诉通知书、举证通知书、开庭传票等诉讼文书。 bbox=[54, 183, 150, 199]
notice-item-repeat bbox=[199, 676, 295, 700]
notice-item-repeat bbox=[490, 978, 586, 1003]
notice-text: 本院受理原告与被告买卖合同纠纷一案，现依法向你公告送达起诉状副本、应诉通知书、举证通知书及开庭传票。 bbox=[54, 233, 150, 243]
notice-item bbox=[199, 170, 295, 189]
notice-item-repeat bbox=[345, 1714, 441, 1745]
notice-title: 江苏省苏州市人民法院 bbox=[516, 889, 560, 895]
notice-text: 本院受理原告诉被告离婚纠纷一案，现依法向你公告送达起诉状副本及开庭传票。本院受理原告诉被告离婚纠纷一案，现依法向你公告送达起诉状副本及开庭传票。 bbox=[490, 689, 586, 705]
